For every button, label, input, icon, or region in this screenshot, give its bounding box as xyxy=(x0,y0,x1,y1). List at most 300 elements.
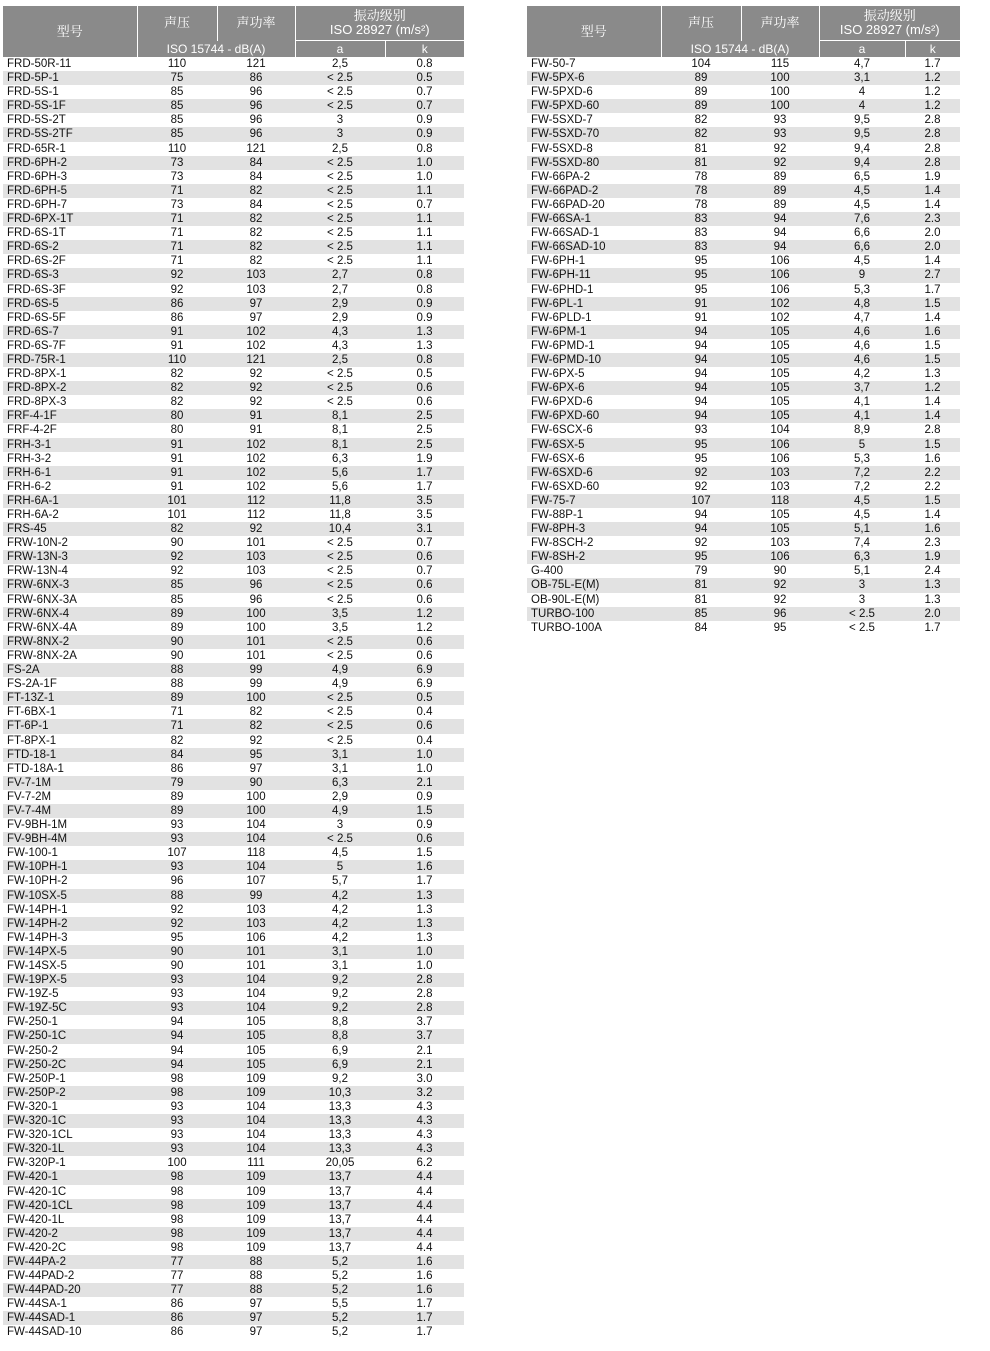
vibration-a-cell: 13,7 xyxy=(295,1213,385,1227)
sound-power-cell: 102 xyxy=(217,325,295,339)
sound-pressure-cell: 85 xyxy=(137,113,217,127)
sound-power-cell: 92 xyxy=(741,593,819,607)
vibration-a-cell: 11,8 xyxy=(295,494,385,508)
vibration-k-cell: 1.3 xyxy=(385,325,464,339)
vibration-a-cell: 4 xyxy=(819,85,905,99)
vibration-k-cell: 1.5 xyxy=(385,846,464,860)
model-cell: FRD-5P-1 xyxy=(3,71,137,85)
vibration-a-cell: 5,2 xyxy=(295,1325,385,1339)
table-row xyxy=(3,522,464,536)
vibration-k-cell: 2.1 xyxy=(385,1044,464,1058)
model-cell: FW-14PH-3 xyxy=(3,931,137,945)
vibration-a-cell: 9,2 xyxy=(295,1072,385,1086)
table-row xyxy=(3,325,464,339)
table-row xyxy=(3,578,464,592)
sound-power-cell: 88 xyxy=(217,1283,295,1297)
vibration-k-cell: 0.4 xyxy=(385,734,464,748)
model-cell: FW-420-1C xyxy=(3,1185,137,1199)
sound-power-cell: 106 xyxy=(217,931,295,945)
vibration-a-cell: 3 xyxy=(295,127,385,141)
model-header: 型号 xyxy=(527,6,661,57)
vibration-k-cell: 2.2 xyxy=(905,466,960,480)
table-row xyxy=(527,621,960,635)
sound-pressure-cell: 95 xyxy=(661,283,741,297)
model-cell: FRD-6S-1T xyxy=(3,226,137,240)
table-row xyxy=(3,1213,464,1227)
table-row xyxy=(3,1311,464,1325)
vibration-a-cell: 2,5 xyxy=(295,142,385,156)
vibration-k-cell: 1.7 xyxy=(385,466,464,480)
vibration-a-cell: 3,1 xyxy=(819,71,905,85)
vibration-a-cell: 4,3 xyxy=(295,339,385,353)
model-cell: FT-8PX-1 xyxy=(3,734,137,748)
table-row xyxy=(3,1029,464,1043)
model-cell: FRH-6A-2 xyxy=(3,508,137,522)
sound-power-cell: 103 xyxy=(217,283,295,297)
vibration-a-cell: 9,2 xyxy=(295,973,385,987)
sound-pressure-cell: 71 xyxy=(137,226,217,240)
vibration-a-cell: 5,5 xyxy=(295,1297,385,1311)
table-row xyxy=(527,367,960,381)
sound-pressure-cell: 84 xyxy=(137,748,217,762)
sound-power-cell: 89 xyxy=(741,184,819,198)
vibration-a-cell: < 2.5 xyxy=(295,536,385,550)
sound-power-cell: 104 xyxy=(217,973,295,987)
sound-power-cell: 106 xyxy=(741,550,819,564)
sound-pressure-cell: 92 xyxy=(137,917,217,931)
table-row xyxy=(3,71,464,85)
vibration-k-cell: 1.1 xyxy=(385,254,464,268)
table-row xyxy=(3,593,464,607)
model-cell: FW-6PH-11 xyxy=(527,268,661,282)
vibration-k-cell: 0.6 xyxy=(385,593,464,607)
vibration-a-cell: 7,2 xyxy=(819,480,905,494)
vibration-k-cell: 3.7 xyxy=(385,1029,464,1043)
model-cell: FW-44SAD-1 xyxy=(3,1311,137,1325)
vibration-k-cell: 2.1 xyxy=(385,776,464,790)
table-row xyxy=(3,423,464,437)
sound-pressure-cell: 90 xyxy=(137,635,217,649)
vibration-a-cell: < 2.5 xyxy=(295,198,385,212)
vibration-k-cell: 3.2 xyxy=(385,1086,464,1100)
vibration-header-line2: ISO 28927 (m/s²) xyxy=(839,22,940,37)
model-cell: FRD-5S-1F xyxy=(3,99,137,113)
table-row xyxy=(3,663,464,677)
sound-pressure-cell: 82 xyxy=(661,113,741,127)
vibration-a-cell: < 2.5 xyxy=(295,593,385,607)
vibration-k-cell: 0.4 xyxy=(385,705,464,719)
vibration-k-cell: 1.5 xyxy=(905,353,960,367)
vibration-a-cell: < 2.5 xyxy=(295,184,385,198)
sound-power-cell: 104 xyxy=(217,1100,295,1114)
vibration-a-cell: 5,7 xyxy=(295,874,385,888)
sound-power-cell: 92 xyxy=(217,522,295,536)
vibration-a-cell: 3 xyxy=(295,113,385,127)
vibration-a-cell: 5,6 xyxy=(295,466,385,480)
model-cell: FW-6SXD-6 xyxy=(527,466,661,480)
sound-pressure-cell: 82 xyxy=(137,522,217,536)
table-row xyxy=(527,184,960,198)
sound-power-cell: 104 xyxy=(217,1142,295,1156)
table-row xyxy=(3,409,464,423)
vibration-k-cell: 0.7 xyxy=(385,536,464,550)
iso-noise-header: ISO 15744 - dB(A) xyxy=(137,41,295,58)
model-cell: FW-5PXD-6 xyxy=(527,85,661,99)
table-row xyxy=(527,353,960,367)
table-row xyxy=(527,57,960,71)
right-table-body xyxy=(527,57,960,635)
vibration-a-cell: 7,4 xyxy=(819,536,905,550)
vibration-a-cell: < 2.5 xyxy=(295,85,385,99)
vibration-a-cell: 4,8 xyxy=(819,297,905,311)
vibration-k-cell: 2.8 xyxy=(905,156,960,170)
sound-pressure-cell: 95 xyxy=(137,931,217,945)
vibration-k-cell: 1.3 xyxy=(905,578,960,592)
sound-pressure-cell: 94 xyxy=(661,325,741,339)
sound-power-cell: 100 xyxy=(217,691,295,705)
sound-pressure-cell: 89 xyxy=(137,790,217,804)
sound-pressure-cell: 85 xyxy=(137,85,217,99)
model-cell: FRD-8PX-2 xyxy=(3,381,137,395)
sound-pressure-cell: 92 xyxy=(661,480,741,494)
sound-power-cell: 109 xyxy=(217,1213,295,1227)
sound-pressure-cell: 94 xyxy=(661,409,741,423)
sound-power-cell: 89 xyxy=(741,170,819,184)
model-cell: FW-66SA-1 xyxy=(527,212,661,226)
vibration-k-cell: 2.1 xyxy=(385,1058,464,1072)
model-cell: FW-19Z-5C xyxy=(3,1001,137,1015)
model-cell: FT-6BX-1 xyxy=(3,705,137,719)
sound-pressure-cell: 110 xyxy=(137,353,217,367)
sound-power-cell: 103 xyxy=(217,550,295,564)
model-cell: FW-6PH-1 xyxy=(527,254,661,268)
sound-pressure-cell: 94 xyxy=(661,339,741,353)
vibration-a-cell: 4,5 xyxy=(819,198,905,212)
table-row xyxy=(3,297,464,311)
table-row xyxy=(3,1269,464,1283)
sound-pressure-cell: 94 xyxy=(137,1015,217,1029)
vibration-a-cell: 4,5 xyxy=(819,254,905,268)
table-row xyxy=(3,536,464,550)
table-row xyxy=(3,945,464,959)
sound-pressure-cell: 77 xyxy=(137,1283,217,1297)
table-row xyxy=(527,99,960,113)
sound-power-cell: 106 xyxy=(741,452,819,466)
sound-power-cell: 100 xyxy=(217,607,295,621)
vibration-k-cell: 2.5 xyxy=(385,409,464,423)
sound-power-cell: 105 xyxy=(217,1015,295,1029)
model-cell: FW-19Z-5 xyxy=(3,987,137,1001)
sound-power-cell: 112 xyxy=(217,494,295,508)
vibration-a-cell: 2,9 xyxy=(295,311,385,325)
model-cell: FW-420-1 xyxy=(3,1170,137,1184)
vibration-a-cell: < 2.5 xyxy=(295,734,385,748)
vibration-a-cell: 5,3 xyxy=(819,452,905,466)
vibration-k-cell: 1.3 xyxy=(905,593,960,607)
vibration-k-cell: 1.2 xyxy=(905,381,960,395)
vibration-k-cell: 0.6 xyxy=(385,635,464,649)
sound-power-cell: 96 xyxy=(217,127,295,141)
vibration-header-line2: ISO 28927 (m/s²) xyxy=(329,22,430,37)
table-row xyxy=(527,578,960,592)
model-cell: FRD-6S-2F xyxy=(3,254,137,268)
model-cell: FW-75-7 xyxy=(527,494,661,508)
table-row xyxy=(3,156,464,170)
table-row xyxy=(3,1283,464,1297)
table-row xyxy=(3,466,464,480)
vibration-a-cell: 2,5 xyxy=(295,353,385,367)
sound-power-cell: 109 xyxy=(217,1185,295,1199)
sound-power-cell: 104 xyxy=(217,1001,295,1015)
sound-power-cell: 105 xyxy=(217,1044,295,1058)
sound-pressure-cell: 78 xyxy=(661,198,741,212)
model-cell: FV-9BH-1M xyxy=(3,818,137,832)
vibration-k-cell: 1.3 xyxy=(385,339,464,353)
vibration-a-cell: 13,7 xyxy=(295,1185,385,1199)
vibration-a-cell: < 2.5 xyxy=(295,578,385,592)
model-cell: FRD-6S-2 xyxy=(3,240,137,254)
vibration-k-cell: 1.4 xyxy=(905,311,960,325)
model-cell: FRD-6S-7F xyxy=(3,339,137,353)
vibration-k-cell: 0.5 xyxy=(385,691,464,705)
vibration-k-cell: 1.0 xyxy=(385,762,464,776)
table-row xyxy=(3,480,464,494)
table-row xyxy=(3,226,464,240)
vibration-a-cell: 3,1 xyxy=(295,945,385,959)
table-row xyxy=(527,508,960,522)
sound-power-cell: 99 xyxy=(217,889,295,903)
model-cell: FW-66PA-2 xyxy=(527,170,661,184)
vibration-a-cell: 5,3 xyxy=(819,283,905,297)
vibration-k-cell: 2.5 xyxy=(385,423,464,437)
table-row xyxy=(3,804,464,818)
sound-pressure-cell: 94 xyxy=(661,508,741,522)
model-cell: FRW-8NX-2 xyxy=(3,635,137,649)
vibration-k-cell: 1.3 xyxy=(385,917,464,931)
table-row xyxy=(3,748,464,762)
model-cell: G-400 xyxy=(527,564,661,578)
vibration-k-cell: 0.8 xyxy=(385,142,464,156)
vibration-k-cell: 1.5 xyxy=(905,339,960,353)
vibration-k-cell: 0.9 xyxy=(385,113,464,127)
sound-pressure-cell: 91 xyxy=(137,339,217,353)
sound-power-cell: 100 xyxy=(217,621,295,635)
sound-power-cell: 105 xyxy=(217,1058,295,1072)
table-row xyxy=(527,423,960,437)
vibration-a-cell: 3 xyxy=(819,593,905,607)
table-row xyxy=(527,240,960,254)
table-row xyxy=(527,339,960,353)
vibration-a-cell: 13,7 xyxy=(295,1227,385,1241)
sound-pressure-cell: 101 xyxy=(137,508,217,522)
sound-power-cell: 90 xyxy=(217,776,295,790)
left-spec-table xyxy=(3,6,464,1340)
sound-pressure-cell: 98 xyxy=(137,1199,217,1213)
sound-pressure-cell: 90 xyxy=(137,945,217,959)
model-cell: FW-8SCH-2 xyxy=(527,536,661,550)
table-row xyxy=(3,959,464,973)
model-cell: FRD-6PX-1T xyxy=(3,212,137,226)
vibration-a-cell: 4,2 xyxy=(295,917,385,931)
sound-power-cell: 105 xyxy=(741,522,819,536)
sound-pressure-cell: 89 xyxy=(137,804,217,818)
model-cell: FW-6PXD-6 xyxy=(527,395,661,409)
table-row xyxy=(3,1185,464,1199)
vibration-k-cell: 1.4 xyxy=(905,409,960,423)
sound-power-cell: 103 xyxy=(217,903,295,917)
table-row xyxy=(3,311,464,325)
sound-pressure-cell: 98 xyxy=(137,1185,217,1199)
model-cell: FW-66PAD-2 xyxy=(527,184,661,198)
vibration-a-cell: 5,6 xyxy=(295,480,385,494)
sound-power-cell: 84 xyxy=(217,198,295,212)
sound-power-cell: 109 xyxy=(217,1227,295,1241)
vibration-k-cell: 0.6 xyxy=(385,578,464,592)
sound-pressure-cell: 93 xyxy=(661,423,741,437)
table-row xyxy=(3,367,464,381)
right-spec-table xyxy=(527,6,960,635)
table-row xyxy=(527,198,960,212)
vibration-k-cell: 1.7 xyxy=(385,480,464,494)
sound-pressure-cell: 92 xyxy=(137,903,217,917)
vibration-a-cell: 4,2 xyxy=(819,367,905,381)
vibration-k-cell: 1.1 xyxy=(385,212,464,226)
table-row xyxy=(3,1227,464,1241)
table-row xyxy=(3,381,464,395)
vibration-k-cell: 1.0 xyxy=(385,945,464,959)
vibration-k-cell: 3.1 xyxy=(385,522,464,536)
sound-power-cell: 84 xyxy=(217,170,295,184)
sound-power-cell: 102 xyxy=(217,438,295,452)
vibration-a-cell: 4,2 xyxy=(295,931,385,945)
sound-pressure-cell: 96 xyxy=(137,874,217,888)
vibration-k-cell: 1.6 xyxy=(905,325,960,339)
sound-power-cell: 105 xyxy=(741,508,819,522)
vibration-k-cell: 2.3 xyxy=(905,536,960,550)
model-cell: OB-90L-E(M) xyxy=(527,593,661,607)
model-cell: FRD-5S-2T xyxy=(3,113,137,127)
sound-power-cell: 106 xyxy=(741,268,819,282)
vibration-k-cell: 0.6 xyxy=(385,395,464,409)
sound-power-cell: 100 xyxy=(741,71,819,85)
model-cell: FW-250-2C xyxy=(3,1058,137,1072)
sound-pressure-cell: 71 xyxy=(137,212,217,226)
vibration-k-cell: 0.8 xyxy=(385,268,464,282)
sound-power-cell: 82 xyxy=(217,705,295,719)
vibration-a-cell: 6,9 xyxy=(295,1058,385,1072)
table-row xyxy=(3,254,464,268)
vibration-k-cell: 4.3 xyxy=(385,1114,464,1128)
vibration-a-cell: 13,3 xyxy=(295,1142,385,1156)
table-row xyxy=(3,438,464,452)
model-cell: FS-2A xyxy=(3,663,137,677)
model-cell: FW-66SAD-1 xyxy=(527,226,661,240)
model-cell: FW-19PX-5 xyxy=(3,973,137,987)
model-cell: FRD-6S-7 xyxy=(3,325,137,339)
sound-power-cell: 101 xyxy=(217,635,295,649)
vibration-k-cell: 1.7 xyxy=(385,1325,464,1339)
vibration-a-cell: 3 xyxy=(295,818,385,832)
sound-power-cell: 96 xyxy=(217,85,295,99)
sound-power-cell: 103 xyxy=(217,917,295,931)
sound-power-cell: 121 xyxy=(217,353,295,367)
sound-pressure-cell: 81 xyxy=(661,156,741,170)
model-cell: FRW-6NX-4 xyxy=(3,607,137,621)
table-row xyxy=(3,1170,464,1184)
vibration-k-cell: 0.6 xyxy=(385,719,464,733)
sound-pressure-cell: 71 xyxy=(137,254,217,268)
model-cell: FW-250P-1 xyxy=(3,1072,137,1086)
vibration-a-cell: 6,3 xyxy=(819,550,905,564)
model-cell: FW-320-1 xyxy=(3,1100,137,1114)
vibration-k-cell: 2.8 xyxy=(385,987,464,1001)
vibration-k-cell: 4.3 xyxy=(385,1100,464,1114)
sound-pressure-cell: 98 xyxy=(137,1213,217,1227)
vibration-k-cell: 0.6 xyxy=(385,832,464,846)
model-cell: FRH-6A-1 xyxy=(3,494,137,508)
sound-power-cell: 104 xyxy=(217,860,295,874)
sound-pressure-cell: 90 xyxy=(137,536,217,550)
vibration-a-cell: 5,2 xyxy=(295,1269,385,1283)
sound-power-cell: 107 xyxy=(217,874,295,888)
sound-pressure-cell: 92 xyxy=(137,550,217,564)
sound-pressure-cell: 95 xyxy=(661,254,741,268)
sound-pressure-cell: 73 xyxy=(137,156,217,170)
model-cell: FV-7-2M xyxy=(3,790,137,804)
table-row xyxy=(3,508,464,522)
sound-pressure-cell: 73 xyxy=(137,170,217,184)
model-cell: FW-250-2 xyxy=(3,1044,137,1058)
model-cell: FV-7-4M xyxy=(3,804,137,818)
sound-pressure-cell: 92 xyxy=(661,466,741,480)
table-row xyxy=(527,156,960,170)
sound-power-cell: 109 xyxy=(217,1199,295,1213)
sound-pressure-cell: 93 xyxy=(137,1114,217,1128)
table-row xyxy=(3,339,464,353)
sound-power-cell: 109 xyxy=(217,1072,295,1086)
model-cell: FRD-6S-5 xyxy=(3,297,137,311)
vibration-k-cell: 1.9 xyxy=(385,452,464,466)
table-row xyxy=(527,381,960,395)
sound-pressure-cell: 104 xyxy=(661,57,741,71)
sound-pressure-cell: 94 xyxy=(137,1029,217,1043)
model-cell: FRD-6S-5F xyxy=(3,311,137,325)
model-cell: FW-6PMD-10 xyxy=(527,353,661,367)
vibration-a-cell: 2,9 xyxy=(295,297,385,311)
sound-pressure-cell: 91 xyxy=(137,438,217,452)
vibration-k-cell: 1.0 xyxy=(385,170,464,184)
table-row xyxy=(3,127,464,141)
model-cell: FRW-10N-2 xyxy=(3,536,137,550)
vibration-a-cell: 4,2 xyxy=(295,889,385,903)
model-cell: FW-88P-1 xyxy=(527,508,661,522)
sound-power-cell: 111 xyxy=(217,1156,295,1170)
model-cell: FW-5SXD-7 xyxy=(527,113,661,127)
vibration-k-cell: 1.4 xyxy=(905,508,960,522)
vibration-k-cell: 0.7 xyxy=(385,198,464,212)
sound-pressure-cell: 93 xyxy=(137,1100,217,1114)
vibration-k-cell: 1.6 xyxy=(385,860,464,874)
sound-power-cell: 102 xyxy=(217,339,295,353)
sound-pressure-cell: 88 xyxy=(137,677,217,691)
vibration-a-cell: 8,1 xyxy=(295,409,385,423)
sound-power-cell: 92 xyxy=(741,156,819,170)
model-cell: FRW-6NX-3 xyxy=(3,578,137,592)
vibration-a-cell: 9 xyxy=(819,268,905,282)
vibration-k-cell: 4.4 xyxy=(385,1227,464,1241)
vibration-k-cell: 1.2 xyxy=(385,621,464,635)
vibration-a-cell: 9,2 xyxy=(295,987,385,1001)
